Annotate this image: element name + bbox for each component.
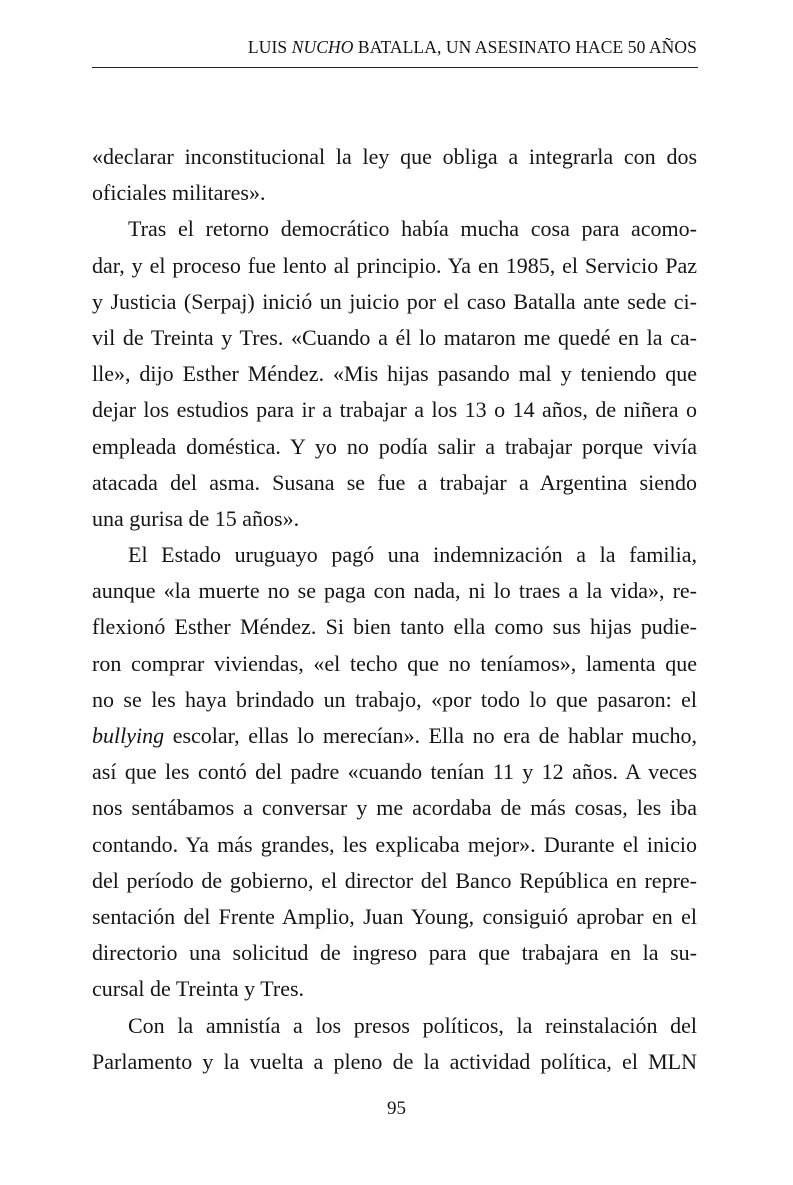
text-line: atacada del asma. Susana se fue a trabajar a Argentina siendo xyxy=(92,469,697,495)
text-line-with-italic xyxy=(92,718,697,754)
text-line: ron comprar viviendas, «el techo que no teníamos», lamenta que xyxy=(92,650,697,676)
text-line-with-acronym xyxy=(92,1044,697,1080)
text-line: y Justicia (Serpaj) inició un juicio por el caso Batalla ante sede ci- xyxy=(92,288,697,314)
text-line: dar, y el proceso fue lento al principio. Ya en 1985, el Servicio Paz xyxy=(92,252,697,278)
text-line-rest: escolar, ellas lo merecían». Ella no era de hablar mucho, xyxy=(172,723,698,748)
text-line: no se les haya brindado un trabajo, «por todo lo que pasaron: el xyxy=(92,686,697,712)
paragraph-start-line: Tras el retorno democrático había mucha cosa para acomo- xyxy=(128,216,697,242)
text-line: aunque «la muerte no se paga con nada, ni lo traes a la vida», re- xyxy=(92,578,697,604)
text-line: directorio una solicitud de ingreso para que trabajara en la su- xyxy=(92,940,697,966)
running-title-part: BATALLA, UN ASESINATO HACE 50 AÑOS xyxy=(353,37,697,57)
text-line: cursal de Treinta y Tres. xyxy=(92,976,305,1002)
running-title-italic: NUCHO xyxy=(291,37,354,57)
text-line: del período de gobierno, el director del Banco República en repre- xyxy=(92,867,697,893)
text-line: dejar los estudios para ir a trabajar a los 13 o 14 años, de niñera o xyxy=(92,397,697,423)
text-line: lle», dijo Esther Méndez. «Mis hijas pasando mal y teniendo que xyxy=(92,361,697,387)
text-line: así que les contó del padre «cuando tenían 11 y 12 años. A veces xyxy=(92,759,697,785)
text-line: vil de Treinta y Tres. «Cuando a él lo mataron me quedé en la ca- xyxy=(92,324,697,350)
text-line: contando. Ya más grandes, les explicaba mejor». Durante el inicio xyxy=(92,831,697,857)
text-line: nos sentábamos a conversar y me acordaba de más cosas, les iba xyxy=(92,795,697,821)
text-line-start: Parlamento y la vuelta a pleno de la actividad política, el xyxy=(92,1048,638,1074)
text-line: flexionó Esther Méndez. Si bien tanto ella como sus hijas pudie- xyxy=(92,614,697,640)
text-line: oficiales militares». xyxy=(92,180,266,206)
page-number: 95 xyxy=(387,1098,406,1119)
text-line: sentación del Frente Amplio, Juan Young, consiguió aprobar en el xyxy=(92,903,697,929)
italic-term: bullying xyxy=(92,723,165,748)
body-text xyxy=(92,139,697,1080)
acronym: MLN xyxy=(648,1048,698,1074)
paragraph-start-line: Con la amnistía a los presos políticos, la reinstalación del xyxy=(128,1012,697,1038)
running-title-part: LUIS xyxy=(247,37,292,57)
paragraph-start-line: El Estado uruguayo pagó una indemnización a la familia, xyxy=(128,542,697,568)
text-line: empleada doméstica. Y yo no podía salir a trabajar porque vivía xyxy=(92,433,697,459)
text-line: una gurisa de 15 años». xyxy=(92,505,300,531)
text-line: «declarar inconstitucional la ley que obliga a integrarla con dos xyxy=(92,144,697,169)
running-header xyxy=(92,37,697,58)
header-rule xyxy=(92,67,698,68)
